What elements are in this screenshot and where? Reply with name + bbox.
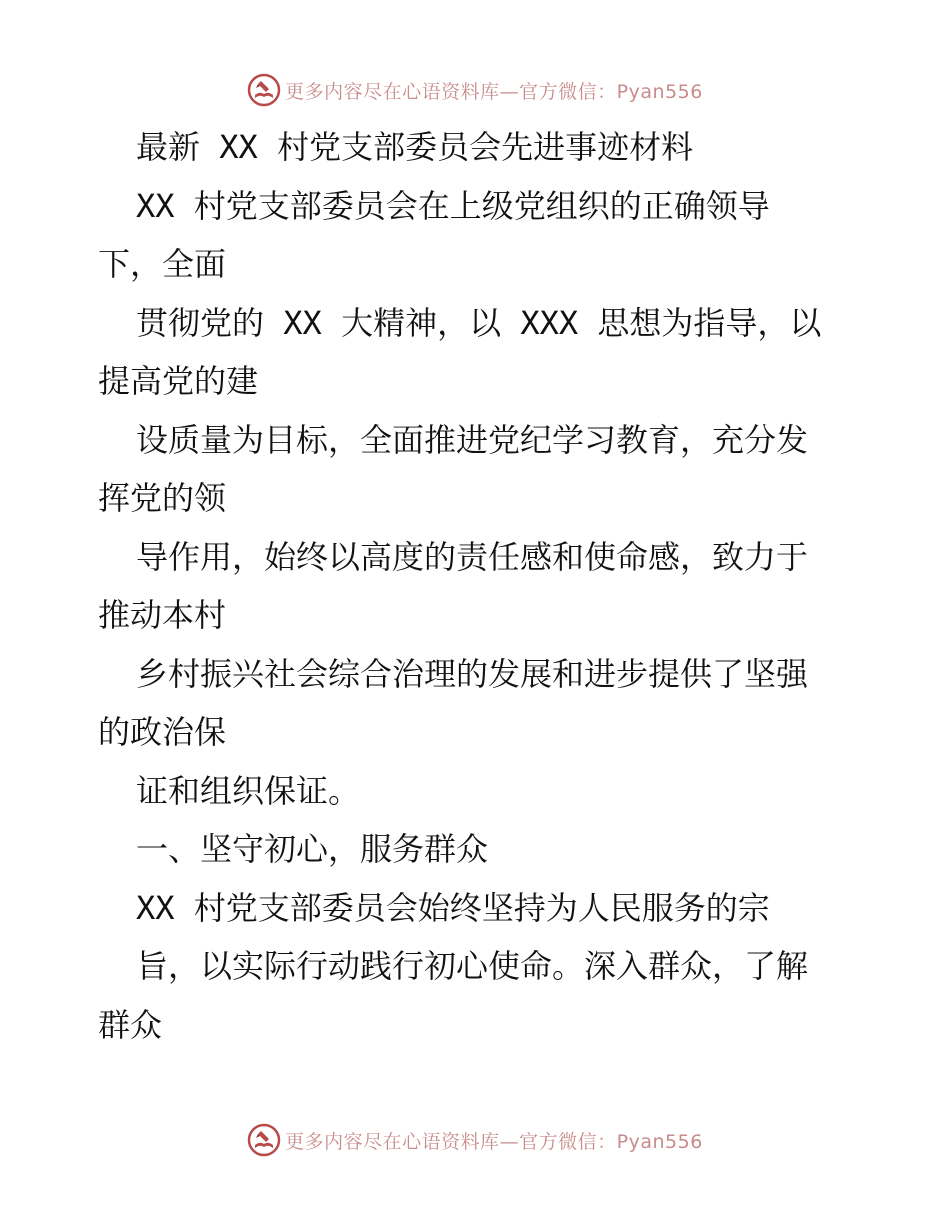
document-line: 一、坚守初心，服务群众	[136, 830, 489, 868]
document-line: 下，全面	[98, 245, 227, 283]
document-line: 提高党的建	[98, 362, 259, 400]
document-line: 群众	[98, 1005, 163, 1044]
header-banner	[0, 70, 950, 110]
banner-text: 更多内容尽在心语资料库—官方微信：Pyan556	[285, 1130, 703, 1153]
document-line: XX 村党支部委员会在上级党组织的正确领导	[136, 186, 770, 225]
document-line: 最新 XX 村党支部委员会先进事迹材料	[136, 128, 694, 166]
banner-handle: Pyan556	[616, 80, 703, 103]
document-body	[98, 118, 878, 1054]
document-line: 挥党的领	[98, 479, 227, 517]
document-line: 证和组织保证。	[136, 771, 361, 810]
footer-banner	[0, 1120, 950, 1160]
book-pen-logo-icon	[247, 1123, 281, 1157]
document-line: 乡村振兴社会综合治理的发展和进步提供了坚强	[136, 654, 809, 693]
document-line: 贯彻党的 XX 大精神，以 XXX 思想为指导，以	[136, 303, 822, 342]
document-line: 设质量为目标，全面推进党纪学习教育，充分发	[136, 420, 809, 459]
book-pen-logo-icon	[247, 73, 281, 107]
banner-handle: Pyan556	[616, 1130, 703, 1153]
document-line: 推动本村	[98, 596, 227, 634]
document-line: 旨，以实际行动践行初心使命。深入群众，了解	[136, 947, 809, 985]
banner-text: 更多内容尽在心语资料库—官方微信：Pyan556	[285, 80, 703, 103]
document-line: XX 村党支部委员会始终坚持为人民服务的宗	[136, 888, 770, 927]
document-line: 导作用，始终以高度的责任感和使命感，致力于	[136, 537, 809, 576]
document-line: 的政治保	[98, 713, 227, 751]
